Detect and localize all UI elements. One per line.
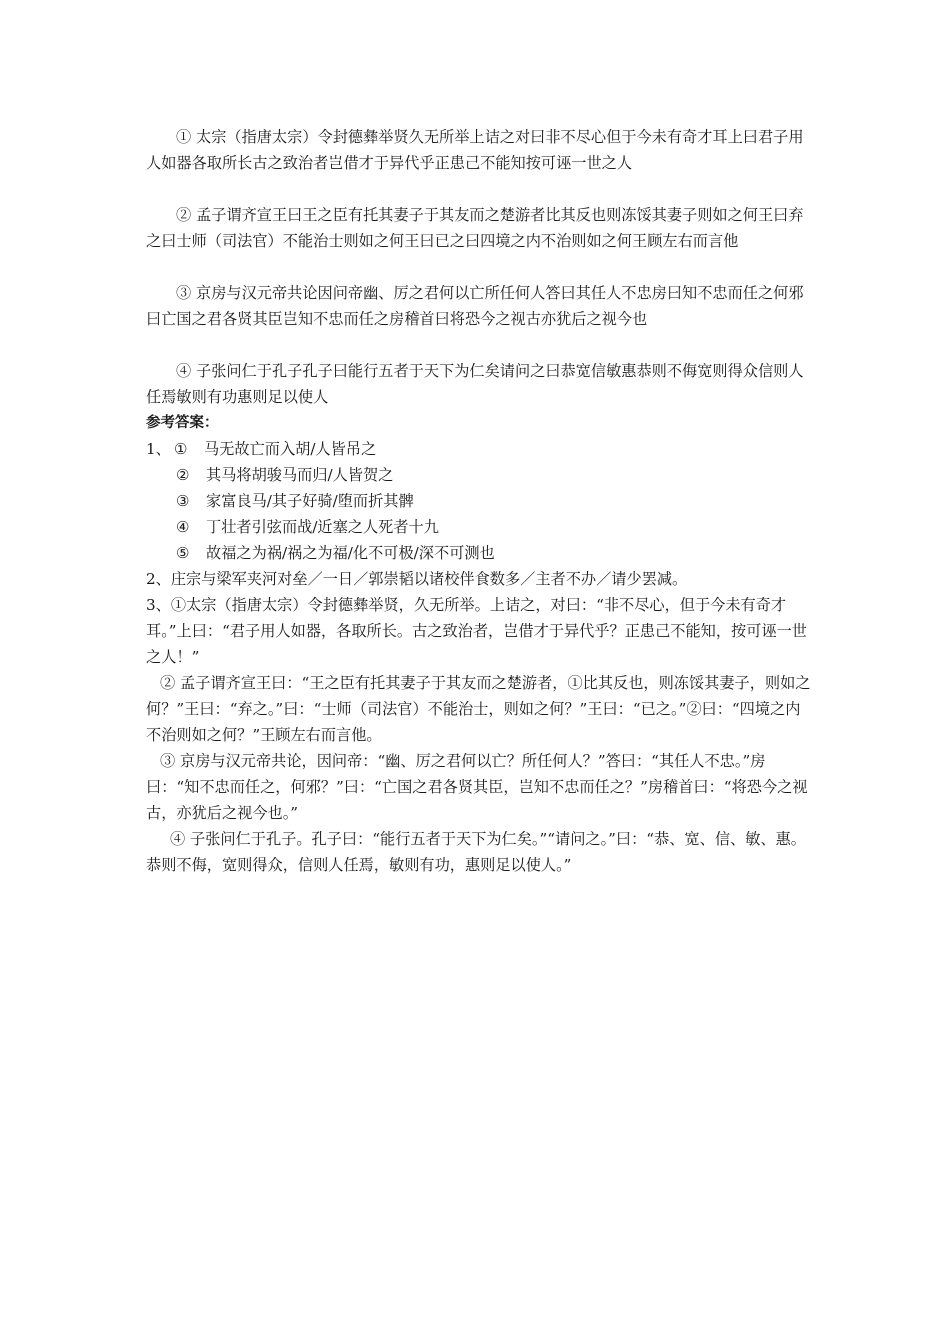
item-mark: ⑤: [176, 544, 190, 562]
exercise-paragraph-4: ④ 子张问仁于孔子孔子曰能行五者于天下为仁矣请问之曰恭宽信敏惠恭则不侮宽则得众信则人任焉敏则有功惠则足以使人: [146, 362, 804, 406]
answer-1-item-1: [146, 436, 811, 462]
answer-3-part-1: 3、①太宗（指唐太宗）令封德彝举贤，久无所举。上诘之，对曰：“非不尽心，但于今未有奇才耳。”上曰：“君子用人如器，各取所长。古之致治者，岂借才于异代乎？正患己不能知，按可诬一世之人！”: [146, 596, 807, 666]
answer-3-part-2: ② 孟子谓齐宣王曰：“王之臣有托其妻子于其友而之楚游者，①比其反也，则冻馁其妻子，则如之何？”王曰：“弃之。”曰：“士师（司法官）不能治士，则如之何？”王曰：“已之。”②曰：“四境之内不治则如之何？”王顾左右而言他。: [146, 674, 811, 744]
answer-1-item-4: [146, 514, 811, 540]
item-text: 丁壮者引弦而战/近塞之人死者十九: [206, 518, 439, 536]
exercise-paragraph-2: ② 孟子谓齐宣王曰王之臣有托其妻子于其友而之楚游者比其反也则冻馁其妻子则如之何王曰弃之曰士师（司法官）不能治士则如之何王曰已之曰四境之内不治则如之何王顾左右而言他: [146, 206, 804, 250]
answer-1-number: 1、: [146, 440, 171, 458]
item-text: 其马将胡骏马而归/人皆贺之: [206, 466, 394, 484]
item-text: 家富良马/其子好骑/堕而折其髀: [206, 492, 414, 510]
item-mark: ④: [176, 518, 190, 536]
answer-2: 2、庄宗与梁军夹河对垒／一日／郭崇韬以诸校伴食数多／主者不办／请少罢减。: [146, 570, 688, 588]
answer-3-part-3: ③ 京房与汉元帝共论，因问帝：“幽、厉之君何以亡？所任何人？”答曰：“其任人不忠。”房曰：“知不忠而任之，何邪？”曰：“亡国之君各贤其臣，岂知不忠而任之？”房稽首曰：“将恐今之视古，亦犹后之视今也。”: [146, 752, 808, 822]
answers-heading: 参考答案：: [146, 415, 219, 431]
answer-1-item-5: [146, 540, 811, 566]
paragraph-spacer: [146, 254, 811, 280]
item-mark: ②: [176, 466, 190, 484]
item-mark: ③: [176, 492, 190, 510]
item-text: 马无故亡而入胡/人皆吊之: [204, 440, 377, 458]
answer-1-item-2: [146, 462, 811, 488]
exercise-paragraph-3: ③ 京房与汉元帝共论因问帝幽、厉之君何以亡所任何人答曰其任人不忠房曰知不忠而任之何邪曰亡国之君各贤其臣岂知不忠而任之房稽首曰将恐今之视古亦犹后之视今也: [146, 284, 804, 328]
answer-1-item-3: [146, 488, 811, 514]
item-text: 故福之为祸/祸之为福/化不可极/深不可测也: [206, 544, 495, 562]
document-body: [146, 124, 811, 878]
paragraph-spacer: [146, 332, 811, 358]
paragraph-spacer: [146, 176, 811, 202]
item-mark: ①: [174, 440, 188, 458]
exercise-paragraph-1: ① 太宗（指唐太宗）令封德彝举贤久无所举上诘之对曰非不尽心但于今未有奇才耳上曰君子用人如器各取所长古之致治者岂借才于异代乎正患己不能知按可诬一世之人: [146, 128, 804, 172]
answer-3-part-4: ④ 子张问仁于孔子。孔子曰：“能行五者于天下为仁矣。”“请问之。”曰：“恭、宽、信、敏、惠。恭则不侮，宽则得众，信则人任焉，敏则有功，惠则足以使人。”: [146, 830, 806, 874]
